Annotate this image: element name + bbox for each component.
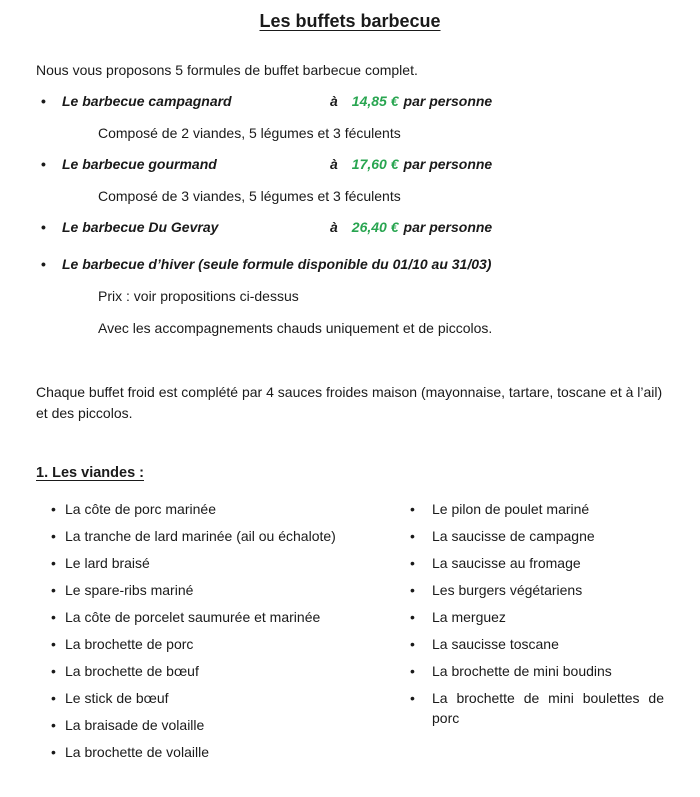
list-item (390, 607, 664, 627)
bullet-icon: • (51, 609, 56, 625)
price-connector: à (330, 156, 338, 172)
price-value: 14,85 € (351, 93, 399, 109)
cold-buffet-note: Chaque buffet froid est complété par 4 sauces froides maison (mayonnaise, tartare, toscane et à l’ail) et des piccolos. (36, 384, 663, 421)
list-item-label: Le stick de bœuf (65, 690, 169, 706)
formula-detail: Composé de 2 viandes, 5 légumes et 3 féculents (98, 125, 401, 141)
bullet-icon: • (51, 663, 56, 679)
formula-detail: Avec les accompagnements chauds uniquement et de piccolos. (98, 320, 493, 336)
formula-detail: Prix : voir propositions ci-dessus (98, 288, 299, 304)
list-item-label: La brochette de bœuf (65, 663, 199, 679)
bullet-icon: • (51, 501, 56, 517)
formula-list (0, 93, 700, 337)
price-suffix: par personne (403, 93, 493, 109)
bullet-icon: • (41, 93, 46, 109)
bullet-icon: • (41, 256, 46, 272)
formula-name: Le barbecue campagnard (62, 93, 232, 109)
page-title: Les buffets barbecue (259, 11, 441, 31)
list-item-label: Le lard braisé (65, 555, 150, 571)
bullet-icon: • (410, 690, 415, 706)
list-item (0, 580, 390, 600)
list-item-label: La saucisse au fromage (432, 555, 581, 571)
formula-price-group (330, 156, 492, 173)
meats-list-left (0, 499, 390, 769)
formula-price-group (330, 219, 492, 236)
bullet-icon: • (51, 555, 56, 571)
price-connector: à (330, 93, 338, 109)
list-item (0, 607, 390, 627)
meats-list-right (390, 499, 664, 769)
list-item-label: La côte de porcelet saumurée et marinée (65, 609, 321, 625)
formula-row-du-gevray (0, 219, 664, 236)
list-item-label: La brochette de mini boudins (432, 663, 612, 679)
list-item (390, 661, 664, 681)
list-item (390, 634, 664, 654)
bullet-icon: • (51, 528, 56, 544)
bullet-icon: • (410, 555, 415, 571)
list-item-label: La brochette de volaille (65, 744, 209, 760)
bullet-icon: • (41, 219, 46, 235)
bullet-icon: • (410, 663, 415, 679)
list-item-label: Les burgers végétariens (432, 582, 583, 598)
formula-row-gourmand (0, 156, 664, 173)
formula-row-hiver (0, 256, 664, 273)
price-value: 26,40 € (351, 219, 399, 235)
list-item-label: La tranche de lard marinée (ail ou échalote) (65, 528, 336, 544)
list-item (0, 634, 390, 654)
bullet-icon: • (410, 582, 415, 598)
list-item-label: La côte de porc marinée (65, 501, 216, 517)
list-item-label: La braisade de volaille (65, 717, 205, 733)
bullet-icon: • (51, 582, 56, 598)
bullet-icon: • (410, 501, 415, 517)
list-item (390, 580, 664, 600)
bullet-icon: • (410, 609, 415, 625)
list-item-label: La merguez (432, 609, 506, 625)
list-item-label: La brochette de mini boulettes de porc (432, 690, 664, 726)
price-suffix: par personne (403, 219, 493, 235)
bullet-icon: • (51, 636, 56, 652)
price-suffix: par personne (403, 156, 493, 172)
bullet-icon: • (51, 690, 56, 706)
list-item (390, 688, 664, 728)
meats-columns (0, 499, 700, 769)
bullet-icon: • (51, 744, 56, 760)
list-item (0, 715, 390, 735)
formula-detail: Composé de 3 viandes, 5 légumes et 3 féculents (98, 188, 401, 204)
list-item (0, 526, 390, 546)
price-connector: à (330, 219, 338, 235)
list-item-label: La saucisse toscane (432, 636, 559, 652)
bullet-icon: • (51, 717, 56, 733)
list-item-label: La saucisse de campagne (432, 528, 595, 544)
list-item (0, 499, 390, 519)
list-item-label: Le pilon de poulet mariné (432, 501, 590, 517)
bullet-icon: • (410, 528, 415, 544)
bullet-icon: • (410, 636, 415, 652)
bullet-icon: • (41, 156, 46, 172)
formula-row-campagnard (0, 93, 664, 110)
list-item (0, 688, 390, 708)
list-item-label: Le spare-ribs mariné (65, 582, 194, 598)
meats-section-heading: 1. Les viandes : (36, 465, 144, 481)
list-item (390, 553, 664, 573)
intro-paragraph: Nous vous proposons 5 formules de buffet barbecue complet. (36, 62, 418, 78)
list-item (390, 499, 664, 519)
formula-name: Le barbecue d’hiver (seule formule disponible du 01/10 au 31/03) (62, 256, 492, 272)
price-value: 17,60 € (351, 156, 399, 172)
list-item (0, 742, 390, 762)
formula-price-group (330, 93, 492, 110)
list-item (0, 661, 390, 681)
formula-name: Le barbecue gourmand (62, 156, 217, 172)
list-item (0, 553, 390, 573)
list-item-label: La brochette de porc (65, 636, 194, 652)
list-item (390, 526, 664, 546)
formula-name: Le barbecue Du Gevray (62, 219, 219, 235)
